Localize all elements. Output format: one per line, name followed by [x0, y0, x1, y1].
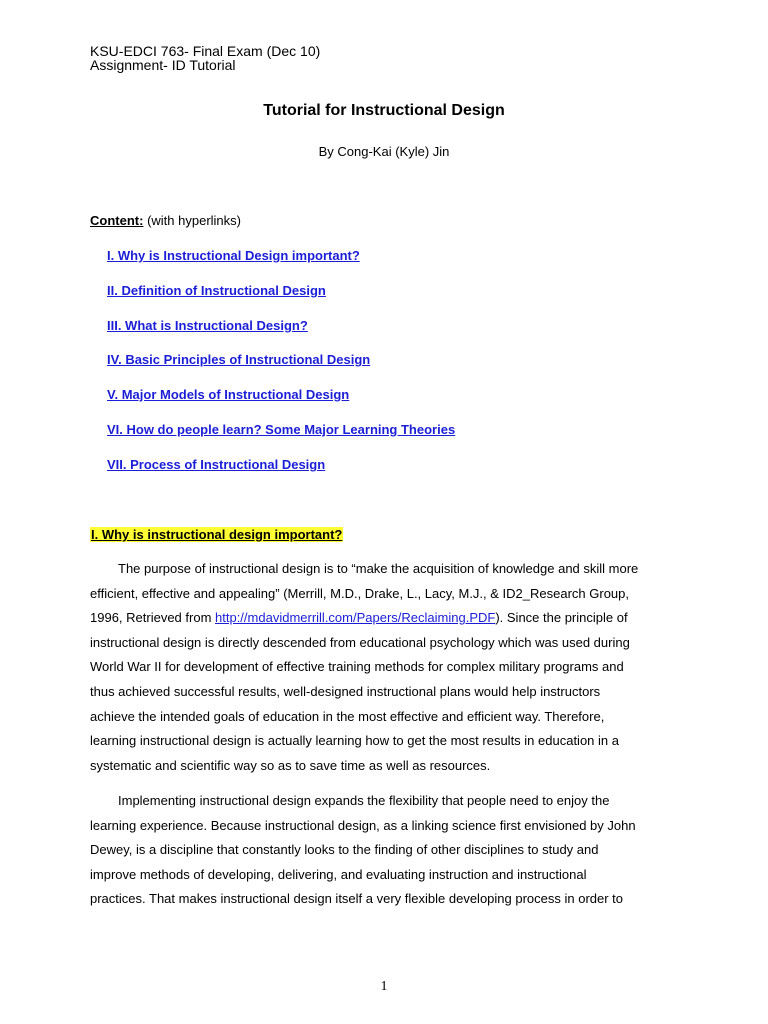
- paragraph-line: The purpose of instructional design is to “make the acquisition of knowledge and skill more: [118, 561, 639, 576]
- toc-link-what-is[interactable]: III. What is Instructional Design?: [107, 318, 308, 333]
- toc-link-learning-theories[interactable]: VI. How do people learn? Some Major Learning Theories: [107, 422, 456, 437]
- content-heading: Content: [90, 213, 140, 228]
- paragraph-line: learning experience. Because instructional design, as a linking science first envisioned by John: [90, 817, 636, 833]
- paragraph-line: instructional design is directly descended from educational psychology which was used during: [90, 634, 630, 650]
- paragraph-flexibility: [90, 789, 690, 912]
- paragraph-line: efficient, effective and appealing” (Merrill, M.D., Drake, L., Lacy, M.J., & ID2_Research Group,: [90, 585, 630, 601]
- header-line-course: KSU-EDCI 763- Final Exam (Dec 10): [90, 43, 321, 59]
- document-title: Tutorial for Instructional Design: [263, 102, 505, 119]
- content-label: [90, 213, 241, 228]
- header-line-assignment: Assignment- ID Tutorial: [90, 57, 236, 73]
- citation-text: 1996, Retrieved from: [90, 610, 216, 626]
- author-byline: By Cong-Kai (Kyle) Jin: [318, 144, 450, 159]
- paragraph-line: Dewey, is a discipline that constantly looks to the finding of other disciplines to study and: [90, 842, 599, 858]
- paragraph-line-with-link: [90, 606, 690, 631]
- paragraph-line: systematic and scientific way so as to save time as well as resources.: [90, 757, 491, 773]
- content-heading-colon: :: [139, 213, 144, 228]
- merrill-paper-link[interactable]: http://mdavidmerrill.com/Papers/Reclaiming.PDF: [215, 610, 496, 626]
- paragraph-line: thus achieved successful results, well-designed instructional plans would help instructors: [90, 683, 601, 699]
- paragraph-line: Implementing instructional design expands the flexibility that people need to enjoy the: [118, 793, 610, 808]
- toc-link-major-models[interactable]: V. Major Models of Instructional Design: [107, 387, 350, 402]
- page-number: 1: [380, 979, 388, 994]
- paragraph-line: practices. That makes instructional design itself a very flexible developing process in order to: [90, 891, 624, 907]
- toc-link-basic-principles[interactable]: IV. Basic Principles of Instructional Design: [107, 352, 371, 367]
- section-heading-why-important: I. Why is instructional design important?: [91, 527, 343, 542]
- paragraph-purpose: [90, 557, 690, 778]
- paragraph-line: World War II for development of effective training methods for complex military programs and: [90, 659, 624, 675]
- citation-text-end: ). Since the principle of: [495, 610, 628, 626]
- content-note: (with hyperlinks): [143, 213, 241, 228]
- paragraph-line: achieve the intended goals of education in the most effective and efficient way. Therefore,: [90, 708, 605, 724]
- paragraph-line: improve methods of developing, delivering, and evaluating instruction and instructional: [90, 866, 587, 882]
- toc-link-why-important[interactable]: I. Why is Instructional Design important?: [107, 248, 360, 263]
- paragraph-line: learning instructional design is actually learning how to get the most results in education in a: [90, 733, 619, 749]
- toc-link-process[interactable]: VII. Process of Instructional Design: [107, 457, 326, 472]
- toc-link-definition[interactable]: II. Definition of Instructional Design: [107, 283, 326, 298]
